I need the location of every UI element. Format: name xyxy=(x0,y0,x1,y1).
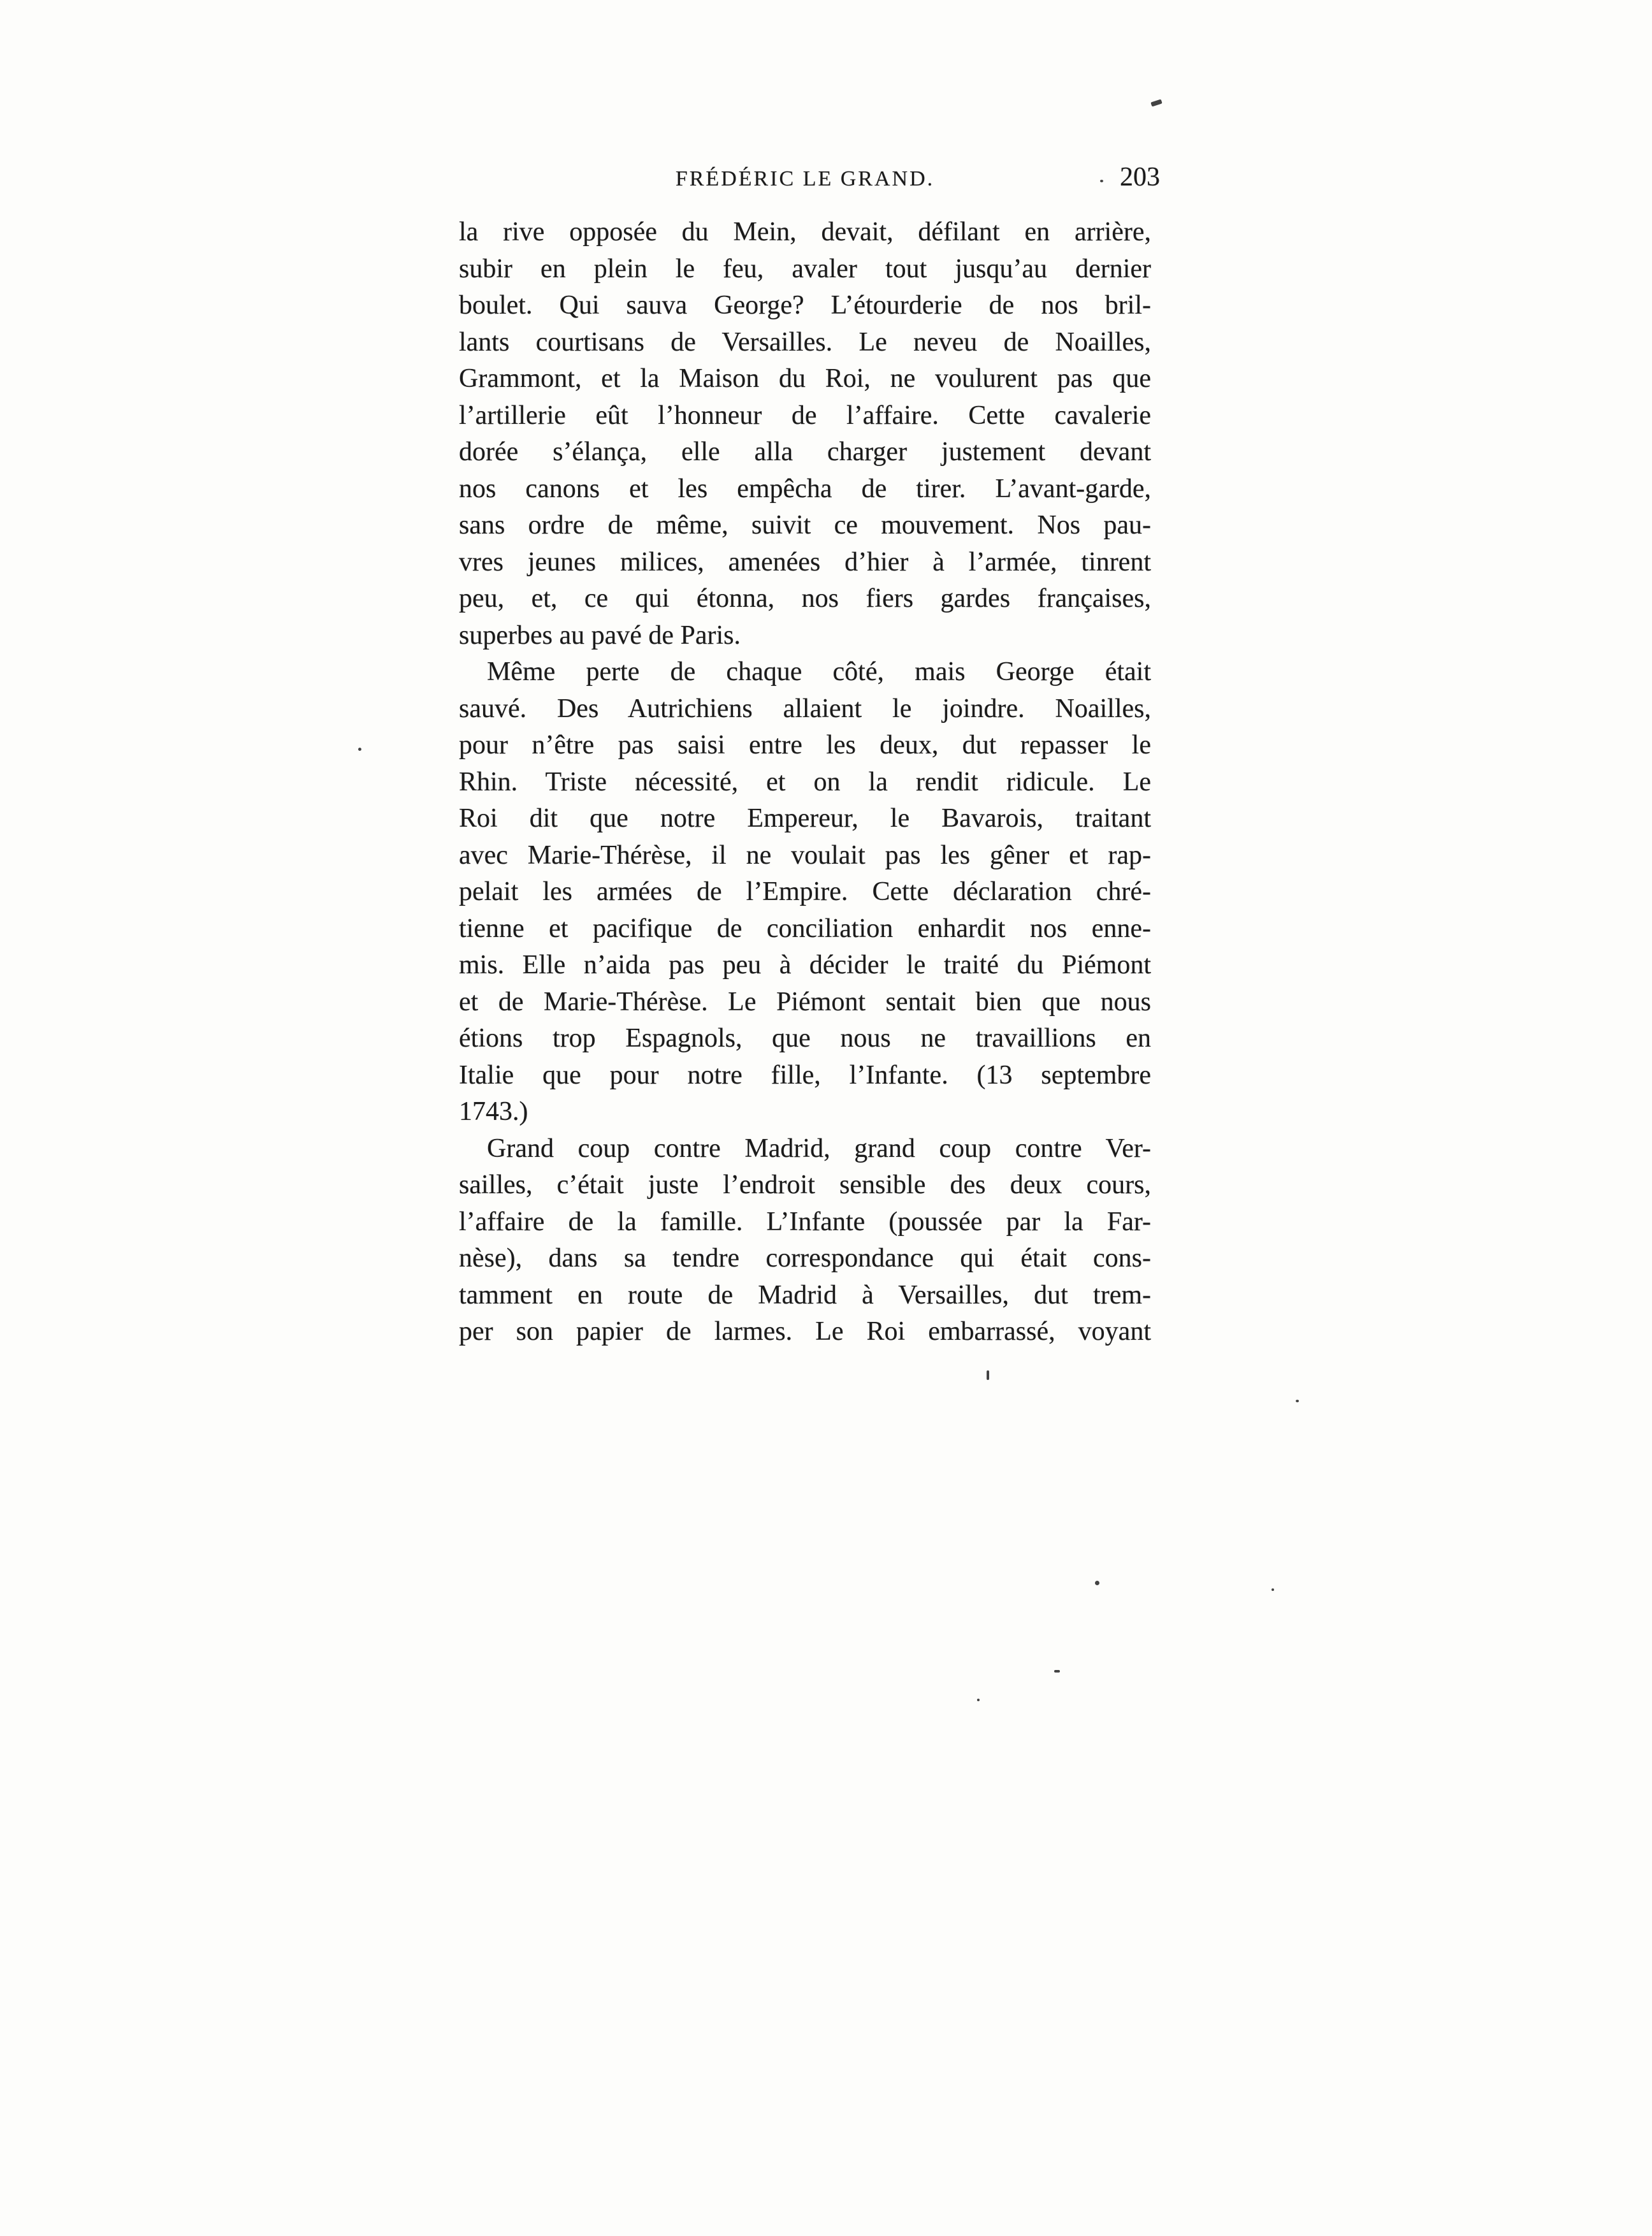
text-line: l’artillerie eût l’honneur de l’affaire. Cette cavalerie xyxy=(459,400,1151,430)
page-number: 203 xyxy=(1120,163,1160,192)
text-line: mis. Elle n’aida pas peu à décider le traité du Piémont xyxy=(459,950,1151,980)
text-line: sans ordre de même, suivit ce mouvement. Nos pau- xyxy=(459,511,1151,540)
text-line: la rive opposée du Mein, devait, défilant en arrière, xyxy=(459,217,1151,247)
scan-speck xyxy=(987,1370,989,1380)
text-line: sauvé. Des Autrichiens allaient le joindre. Noailles, xyxy=(459,693,1151,723)
text-line: pour n’être pas saisi entre les deux, dut repasser le xyxy=(459,730,1151,760)
scan-speck xyxy=(1100,180,1103,182)
text-line: 1743.) xyxy=(459,1097,528,1126)
text-line: peu, et, ce qui étonna, nos fiers gardes françaises, xyxy=(459,584,1151,613)
text-line: nos canons et les empêcha de tirer. L’avant-garde, xyxy=(459,474,1151,504)
text-line: Italie que pour notre fille, l’Infante. (13 septembre xyxy=(459,1060,1151,1090)
text-body xyxy=(459,214,1151,1351)
scan-speck xyxy=(1272,1588,1274,1591)
scan-speck xyxy=(1054,1670,1060,1673)
text-line: Grand coup contre Madrid, grand coup contre Ver- xyxy=(487,1133,1151,1163)
text-line: per son papier de larmes. Le Roi embarrassé, voyant xyxy=(459,1317,1151,1346)
running-title: FRÉDÉRIC LE GRAND. xyxy=(675,167,935,191)
text-line: Roi dit que notre Empereur, le Bavarois, traitant xyxy=(459,804,1151,833)
text-line: et de Marie-Thérèse. Le Piémont sentait bien que nous xyxy=(459,987,1151,1017)
text-line: Grammont, et la Maison du Roi, ne voulurent pas que xyxy=(459,364,1151,393)
scan-speck xyxy=(977,1699,980,1701)
text-line: étions trop Espagnols, que nous ne travaillions en xyxy=(459,1024,1151,1053)
text-line: vres jeunes milices, amenées d’hier à l’armée, tinrent xyxy=(459,547,1151,577)
text-line: subir en plein le feu, avaler tout jusqu’au dernier xyxy=(459,254,1151,284)
text-line: avec Marie-Thérèse, il ne voulait pas les gêner et rap- xyxy=(459,840,1151,870)
paragraph xyxy=(459,214,1151,654)
text-line: dorée s’élança, elle alla charger justement devant xyxy=(459,437,1151,467)
text-line: Rhin. Triste nécessité, et on la rendit ridicule. Le xyxy=(459,767,1151,797)
text-line: l’affaire de la famille. L’Infante (poussée par la Far- xyxy=(459,1207,1151,1237)
text-line: pelait les armées de l’Empire. Cette déclaration chré- xyxy=(459,877,1151,906)
page-header xyxy=(459,163,1160,195)
paragraph xyxy=(459,1131,1151,1351)
text-line: tamment en route de Madrid à Versailles, dut trem- xyxy=(459,1280,1151,1310)
text-line: boulet. Qui sauva George? L’étourderie de nos bril- xyxy=(459,291,1151,320)
text-line: superbes au pavé de Paris. xyxy=(459,620,741,650)
text-line: Même perte de chaque côté, mais George était xyxy=(487,657,1151,686)
scan-speck xyxy=(358,748,361,751)
scan-speck xyxy=(1296,1400,1299,1402)
scan-speck xyxy=(1095,1581,1099,1585)
text-line: sailles, c’était juste l’endroit sensible des deux cours, xyxy=(459,1170,1151,1200)
scan-speck xyxy=(1150,99,1162,107)
text-line: nèse), dans sa tendre correspondance qui était cons- xyxy=(459,1244,1151,1273)
text-line: lants courtisans de Versailles. Le neveu de Noailles, xyxy=(459,327,1151,357)
paragraph xyxy=(459,654,1151,1131)
text-line: tienne et pacifique de conciliation enhardit nos enne- xyxy=(459,913,1151,943)
